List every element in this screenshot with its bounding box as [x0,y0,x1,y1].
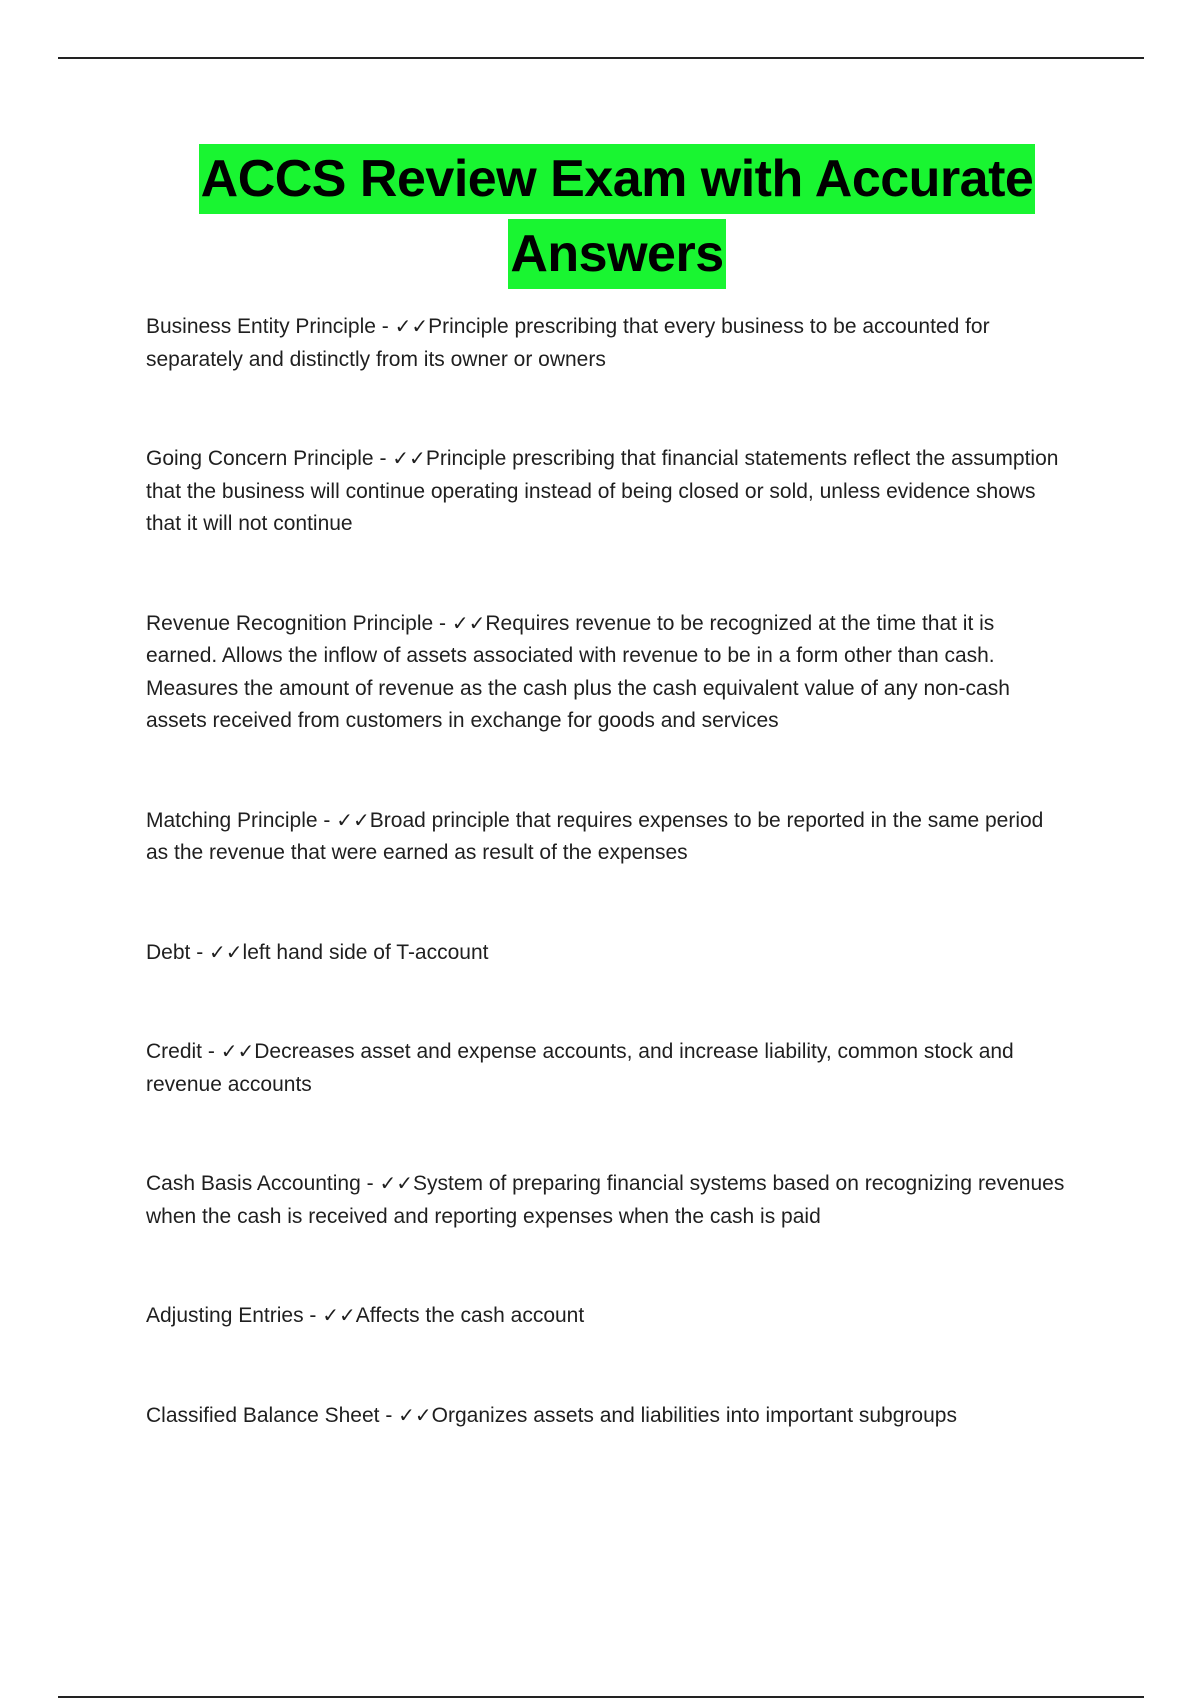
qa-definition: System of preparing financial systems based on recognizing revenues when the cash is received and reporting expenses when the cash is paid [146,1172,1065,1228]
check-marks-icon: ✓✓ [379,1171,413,1195]
qa-definition: Principle prescribing that financial statements reflect the assumption that the business will continue operating instead of being closed or sold, unless evidence shows that it will not continue [146,447,1059,535]
qa-definition: Affects the cash account [355,1304,585,1327]
qa-definition: Requires revenue to be recognized at the time that it is earned. Allows the inflow of assets associated with revenue to be in a form other than cash. Measures the amount of revenue as the cash plus the cash equivalent value of any non-cash assets received from customers in exchange for goods and services [146,611,1010,732]
qa-term: Classified Balance Sheet [146,1403,380,1427]
qa-item [146,310,1066,376]
qa-separator: - [373,447,393,470]
title-line-1: ACCS Review Exam with Accurate [199,144,1036,214]
qa-separator: - [379,1403,399,1427]
bottom-rule [58,1696,1144,1698]
qa-term: Debt [146,940,191,964]
qa-item [146,442,1066,541]
qa-term: Going Concern Principle [146,447,374,470]
qa-separator: - [303,1304,323,1327]
check-marks-icon: ✓✓ [392,446,426,470]
check-marks-icon: ✓✓ [322,1303,356,1327]
qa-item [146,1035,1066,1101]
qa-definition: Decreases asset and expense accounts, and increase liability, common stock and revenue accounts [146,1040,1014,1096]
qa-item [146,1167,1066,1233]
check-marks-icon: ✓✓ [394,314,429,338]
qa-separator: - [202,1040,221,1063]
qa-item [146,1299,1066,1333]
qa-definition: left hand side of T-account [242,940,489,964]
qa-term: Matching Principle [146,808,318,832]
check-marks-icon: ✓✓ [209,939,243,964]
qa-term: Credit [146,1040,203,1063]
qa-item [146,804,1066,870]
check-marks-icon: ✓✓ [398,1402,432,1427]
qa-term: Revenue Recognition Principle [146,611,434,635]
qa-separator: - [360,1172,380,1195]
check-marks-icon: ✓✓ [336,807,370,832]
title-line-2: Answers [508,219,725,289]
document-title [0,144,1200,294]
qa-item [146,936,1066,970]
qa-term: Business Entity Principle [146,315,376,338]
qa-definition: Organizes assets and liabilities into important subgroups [431,1403,957,1427]
check-marks-icon: ✓✓ [451,610,486,635]
qa-separator: - [190,940,210,964]
qa-item [146,1399,1066,1433]
qa-list [146,310,1066,1432]
qa-item [146,607,1066,738]
qa-term: Adjusting Entries [146,1304,304,1327]
top-rule [58,57,1144,59]
qa-term: Cash Basis Accounting [146,1172,361,1195]
qa-separator: - [433,611,452,635]
qa-separator: - [317,808,337,832]
qa-definition: Principle prescribing that every business to be accounted for separately and distinctly from its owner or owners [146,315,990,371]
qa-definition: Broad principle that requires expenses to be reported in the same period as the revenue that were earned as result of the expenses [146,808,1044,864]
check-marks-icon: ✓✓ [220,1039,255,1063]
qa-separator: - [375,315,395,338]
